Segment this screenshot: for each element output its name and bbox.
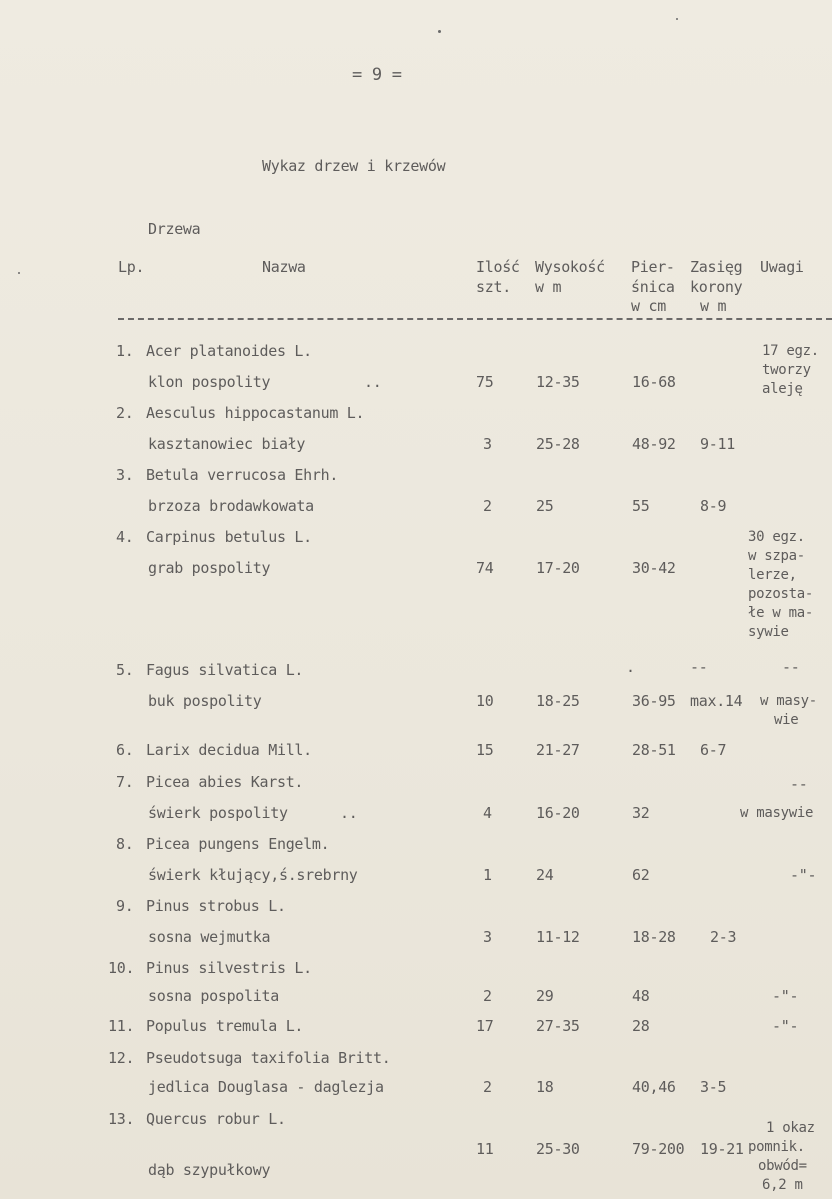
row-wysokosc: 29 — [536, 987, 554, 1005]
row-uwagi: aleję — [762, 381, 803, 397]
row-uwagi: -"- — [772, 1017, 799, 1035]
row-zasieg: 3-5 — [700, 1078, 727, 1096]
row-polish-name: buk pospolity — [148, 692, 262, 710]
row-ilosc: 3 — [483, 435, 492, 453]
row-lp: 13. — [108, 1110, 135, 1128]
document-title: Wykaz drzew i krzewów — [262, 157, 446, 175]
row-piersnica: 48 — [632, 987, 650, 1005]
row-piersnica: 28-51 — [632, 741, 676, 759]
scan-speck — [18, 272, 20, 274]
row-uwagi: w szpa- — [748, 548, 805, 564]
row-zasieg: 2-3 — [710, 928, 737, 946]
row-polish-name: grab pospolity — [148, 559, 271, 577]
row-piersnica: 55 — [632, 497, 650, 515]
row-ilosc: 17 — [476, 1017, 494, 1035]
row-wysokosc: 18-25 — [536, 692, 580, 710]
header-zasieg-unit: w m — [700, 297, 727, 315]
row-polish-name: klon pospolity — [148, 373, 271, 391]
row-ilosc: 2 — [483, 497, 492, 515]
row-zasieg: 9-11 — [700, 435, 735, 453]
row-piersnica: 62 — [632, 866, 650, 884]
ditto-mark: -- — [690, 658, 708, 676]
header-divider — [118, 318, 832, 320]
row-dots: .. — [364, 373, 382, 391]
row-zasieg: 6-7 — [700, 741, 727, 759]
row-piersnica: 79-200 — [632, 1140, 685, 1158]
row-latin-name: Pseudotsuga taxifolia Britt. — [146, 1049, 391, 1067]
header-nazwa: Nazwa — [262, 258, 306, 276]
row-uwagi: wie — [774, 712, 799, 728]
row-latin-name: Acer platanoides L. — [146, 342, 312, 360]
row-zasieg: max.14 — [690, 692, 743, 710]
row-latin-name: Pinus strobus L. — [146, 897, 286, 915]
row-polish-name: dąb szypułkowy — [148, 1161, 271, 1179]
header-lp: Lp. — [118, 258, 145, 276]
row-polish-name: kasztanowiec biały — [148, 435, 306, 453]
row-uwagi: w masy- — [760, 693, 817, 709]
row-uwagi: -"- — [790, 866, 817, 884]
row-lp: 5. — [116, 661, 134, 679]
row-ilosc: 10 — [476, 692, 494, 710]
row-ilosc: 1 — [483, 866, 492, 884]
row-wysokosc: 25 — [536, 497, 554, 515]
row-latin-name: Betula verrucosa Ehrh. — [146, 466, 339, 484]
row-lp: 9. — [116, 897, 134, 915]
row-lp: 4. — [116, 528, 134, 546]
row-piersnica: 32 — [632, 804, 650, 822]
row-lp: 1. — [116, 342, 134, 360]
row-polish-name: jedlica Douglasa - daglezja — [148, 1078, 384, 1096]
row-polish-name: świerk kłujący,ś.srebrny — [148, 866, 358, 884]
row-uwagi: 17 egz. — [762, 343, 819, 359]
row-lp: 8. — [116, 835, 134, 853]
row-ilosc: 2 — [483, 987, 492, 1005]
row-uwagi: w masywie — [740, 805, 814, 821]
row-latin-name: Pinus silvestris L. — [146, 959, 312, 977]
row-piersnica: 16-68 — [632, 373, 676, 391]
row-lp: 3. — [116, 466, 134, 484]
row-piersnica: 48-92 — [632, 435, 676, 453]
row-ilosc: 4 — [483, 804, 492, 822]
row-latin-name: Aesculus hippocastanum L. — [146, 404, 365, 422]
row-uwagi: pozosta- — [748, 586, 814, 602]
row-ilosc: 74 — [476, 559, 494, 577]
row-lp: 7. — [116, 773, 134, 791]
header-piersnica: Pier- — [631, 258, 675, 276]
header-piersnica-2: śnica — [631, 278, 675, 296]
row-lp: 11. — [108, 1017, 135, 1035]
scan-speck — [438, 30, 441, 33]
row-latin-name: Picea pungens Engelm. — [146, 835, 330, 853]
header-wysokosc-unit: w m — [535, 278, 562, 296]
row-ilosc: 15 — [476, 741, 494, 759]
header-ilosc-unit: szt. — [476, 278, 511, 296]
row-polish-name: brzoza brodawkowata — [148, 497, 314, 515]
row-lp: 12. — [108, 1049, 135, 1067]
ditto-mark: -- — [782, 658, 800, 676]
row-uwagi: tworzy — [762, 362, 811, 378]
row-latin-name: Larix decidua Mill. — [146, 741, 312, 759]
row-ilosc: 3 — [483, 928, 492, 946]
header-ilosc: Ilość — [476, 258, 520, 276]
header-wysokosc: Wysokość — [535, 258, 605, 276]
row-lp: 2. — [116, 404, 134, 422]
row-uwagi: obwód= — [758, 1158, 807, 1174]
row-uwagi: 30 egz. — [748, 529, 805, 545]
row-wysokosc: 11-12 — [536, 928, 580, 946]
row-piersnica: 30-42 — [632, 559, 676, 577]
row-piersnica: 40,46 — [632, 1078, 676, 1096]
row-latin-name: Picea abies Karst. — [146, 773, 304, 791]
row-wysokosc: 24 — [536, 866, 554, 884]
row-uwagi: -"- — [772, 987, 799, 1005]
row-lp: 6. — [116, 741, 134, 759]
row-dots: .. — [340, 804, 358, 822]
row-latin-name: Carpinus betulus L. — [146, 528, 312, 546]
row-piersnica: 28 — [632, 1017, 650, 1035]
row-polish-name: sosna pospolita — [148, 987, 279, 1005]
header-zasieg-2: korony — [690, 278, 743, 296]
row-wysokosc: 12-35 — [536, 373, 580, 391]
row-zasieg: 8-9 — [700, 497, 727, 515]
row-latin-name: Fagus silvatica L. — [146, 661, 304, 679]
row-wysokosc: 16-20 — [536, 804, 580, 822]
ditto-mark: . — [626, 658, 635, 676]
row-lp: 10. — [108, 959, 135, 977]
row-wysokosc: 25-30 — [536, 1140, 580, 1158]
row-latin-name: Quercus robur L. — [146, 1110, 286, 1128]
row-ilosc: 75 — [476, 373, 494, 391]
row-zasieg: 19-21 — [700, 1140, 744, 1158]
row-latin-name: Populus tremula L. — [146, 1017, 304, 1035]
row-uwagi: lerze, — [748, 567, 797, 583]
row-piersnica: 36-95 — [632, 692, 676, 710]
row-wysokosc: 17-20 — [536, 559, 580, 577]
row-polish-name: świerk pospolity — [148, 804, 288, 822]
row-piersnica: 18-28 — [632, 928, 676, 946]
scan-speck — [676, 18, 678, 20]
row-uwagi: sywie — [748, 624, 789, 640]
ditto-mark: -- — [790, 775, 808, 793]
row-wysokosc: 27-35 — [536, 1017, 580, 1035]
section-heading: Drzewa — [148, 220, 201, 238]
header-piersnica-unit: w cm — [631, 297, 666, 315]
row-uwagi: 1 okaz — [766, 1120, 815, 1136]
row-wysokosc: 21-27 — [536, 741, 580, 759]
row-ilosc: 2 — [483, 1078, 492, 1096]
row-ilosc: 11 — [476, 1140, 494, 1158]
page-number: = 9 = — [352, 65, 402, 85]
header-zasieg: Zasięg — [690, 258, 743, 276]
row-wysokosc: 25-28 — [536, 435, 580, 453]
row-uwagi: 6,2 m — [762, 1177, 803, 1193]
row-polish-name: sosna wejmutka — [148, 928, 271, 946]
row-uwagi: łe w ma- — [748, 605, 814, 621]
row-wysokosc: 18 — [536, 1078, 554, 1096]
header-uwagi: Uwagi — [760, 258, 804, 276]
row-uwagi: pomnik. — [748, 1139, 805, 1155]
